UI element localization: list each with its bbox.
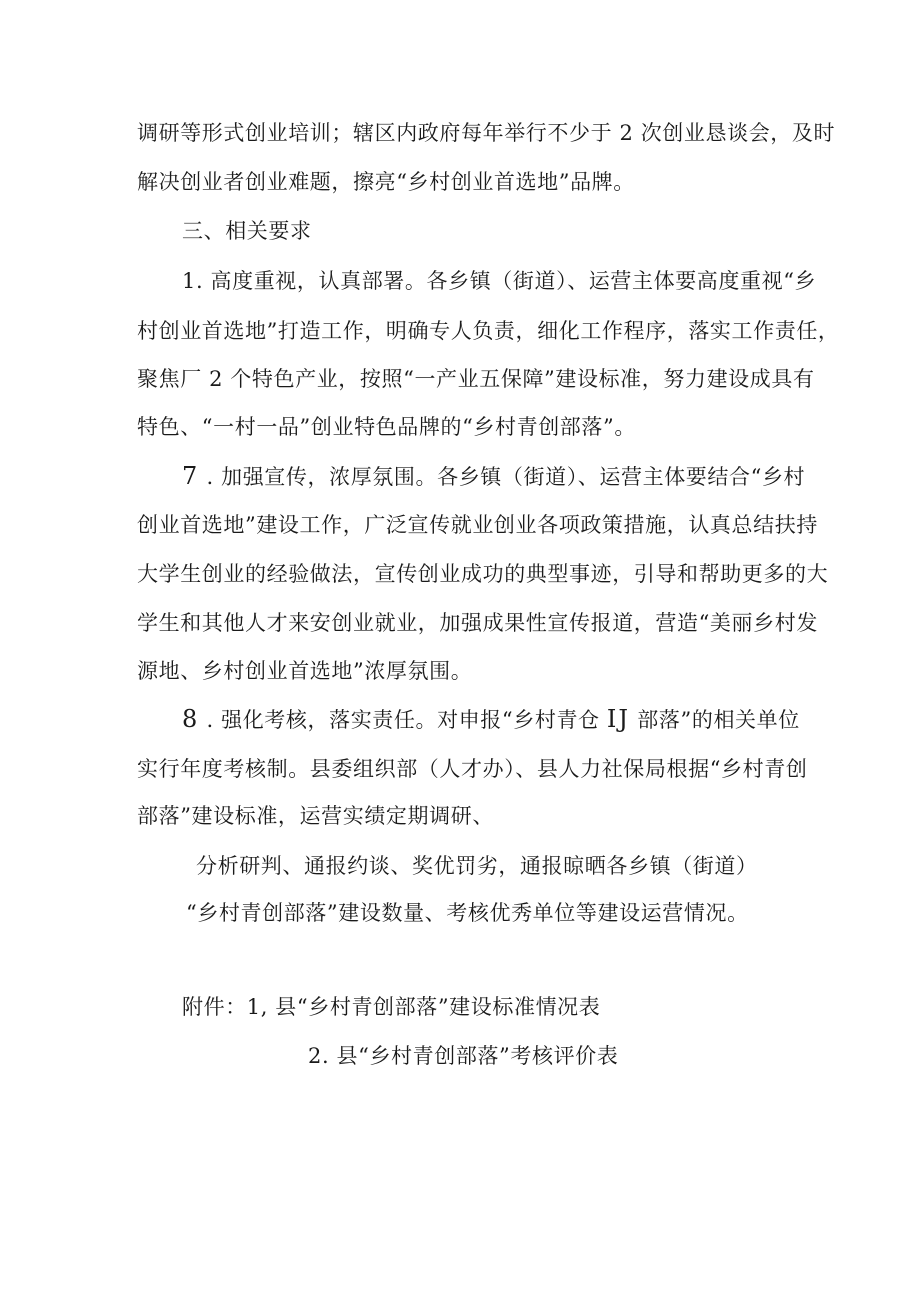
paragraph-line: 调研等形式创业培训；辖区内政府每年举行不少于 2 次创业恳谈会，及时 — [137, 121, 836, 145]
item2-line: 创业首选地”建设工作，广泛宣传就业创业各项政策措施，认真总结扶持 — [137, 513, 818, 537]
item3-line — [182, 704, 800, 735]
item1-line: 聚焦厂 2 个特色产业，按照“一产业五保障”建设标准，努力建设成具有 — [137, 367, 815, 391]
paragraph-line: 解决创业者创业难题，擦亮“乡村创业首选地”品牌。 — [137, 170, 635, 194]
item1-line: 1. 高度重视，认真部署。各乡镇（街道）、运营主体要高度重视“乡 — [182, 269, 817, 293]
item2-line — [182, 461, 805, 492]
attachment-line: 附件：1, 县“乡村青创部落”建设标准情况表 — [182, 995, 601, 1019]
item1-line: 特色、“一村一品”创业特色品牌的“乡村青创部落”。 — [137, 415, 636, 439]
item3-line-text: 部落”的相关单位 — [630, 708, 800, 732]
item3-line: “乡村青创部落”建设数量、考核优秀单位等建设运营情况。 — [186, 901, 749, 925]
attachment-line: 2. 县“乡村青创部落”考核评价表 — [308, 1044, 619, 1068]
item2-line: 源地、乡村创业首选地”浓厚氛围。 — [137, 659, 473, 683]
item3-line-text: . 强化考核，落实责任。对申报“乡村青仓 — [199, 708, 607, 732]
item2-line: 大学生创业的经验做法，宣传创业成功的典型事迹，引导和帮助更多的大 — [137, 562, 829, 586]
item2-number: 7 — [182, 462, 200, 490]
section-heading: 三、相关要求 — [182, 219, 312, 243]
item1-line: 村创业首选地”打造工作，明确专人负责，细化工作程序，落实工作责任， — [137, 319, 840, 343]
item3-line: 实行年度考核制。县委组织部（人才办）、县人力社保局根据“乡村青创 — [137, 757, 808, 781]
item3-line: 分析研判、通报约谈、奖优罚劣，通报晾晒各乡镇（街道） — [196, 854, 758, 878]
item2-line-text: . 加强宣传，浓厚氛围。各乡镇（街道）、运营主体要结合“乡村 — [199, 465, 806, 489]
item3-number: 8 — [182, 705, 200, 733]
item3-line: 部落”建设标准，运营实绩定期调研、 — [137, 804, 494, 828]
item3-garbled-text: IJ — [606, 705, 631, 733]
item2-line: 学生和其他人才来安创业就业，加强成果性宣传报道，营造“美丽乡村发 — [137, 611, 818, 635]
